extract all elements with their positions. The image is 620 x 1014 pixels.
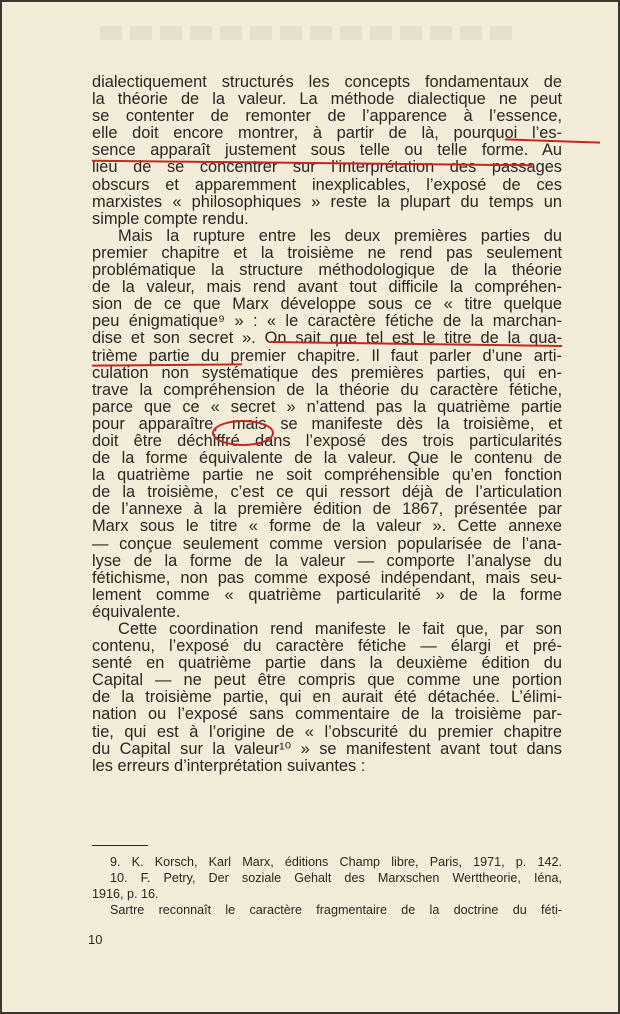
bleed-through-header bbox=[100, 26, 520, 40]
text-line: peu énigmatique⁹ » : « le caractère fétiche de la marchan- bbox=[92, 312, 562, 331]
text-line: de la valeur, mais rend avant tout difficile la compréhen- bbox=[92, 278, 562, 297]
red-circle-mark bbox=[212, 420, 274, 446]
text-line: dise et son secret ». On sait que tel est le titre de la qua- bbox=[92, 329, 562, 348]
text-line: trave la compréhension de la théorie du caractère fétiche, bbox=[92, 380, 562, 399]
text-line: Mais la rupture entre les deux premières parties du bbox=[118, 226, 562, 245]
text-line: équivalente. bbox=[92, 602, 181, 621]
footnote-9: 9. K. Korsch, Karl Marx, éditions Champ libre, Paris, 1971, p. 142. bbox=[110, 855, 562, 869]
paragraph-2 bbox=[92, 228, 562, 621]
text-line: simple compte rendu. bbox=[92, 209, 249, 228]
footnotes bbox=[92, 854, 562, 918]
text-line: contenu, l’exposé du caractère fétiche — élargi et pré- bbox=[92, 637, 562, 656]
footnote-text: Sartre reconnaît le caractère fragmentaire de la doctrine du féti- bbox=[110, 903, 562, 917]
text-line: pour apparaître, mais se manifeste dès la troisième, et bbox=[92, 414, 562, 433]
footnote-10-cont: 1916, p. 16. bbox=[92, 887, 159, 901]
text-line: obscurs et apparemment inexplicables, l’exposé de ces bbox=[92, 175, 562, 194]
text-line: Cette coordination rend manifeste le fait que, par son bbox=[118, 620, 562, 638]
text-line: du Capital sur la valeur¹⁰ » se manifestent avant tout dans bbox=[92, 739, 562, 758]
text-line: la théorie de la valeur. La méthode dialectique ne peut bbox=[92, 90, 562, 109]
text-line: problématique la structure méthodologique de la théorie bbox=[92, 261, 562, 280]
text-line: lement comme « quatrième particularité » de la forme bbox=[92, 585, 562, 604]
text-line: senté en quatrième partie dans la deuxième édition du bbox=[92, 654, 562, 673]
text-line: tie, qui est à l’origine de « l’obscurité du premier chapitre bbox=[92, 722, 562, 741]
text-line: de la troisième partie, qui en aurait été détachée. L’élimi- bbox=[92, 688, 562, 707]
text-line: trième partie du premier chapitre. Il faut parler d’une arti- bbox=[92, 346, 562, 365]
text-line: fétichisme, non pas comme exposé indépendant, mais seu- bbox=[92, 568, 562, 587]
paragraph-1 bbox=[92, 74, 562, 228]
text-line: lieu de se concentrer sur l’interprétation des passages bbox=[92, 158, 562, 177]
text-line: marxistes « philosophiques » reste la plupart du temps un bbox=[92, 192, 562, 211]
text-line: les erreurs d’interprétation suivantes : bbox=[92, 756, 366, 775]
text-line: de l’annexe à la première édition de 1867, présentée par bbox=[92, 500, 562, 519]
text-line: dialectiquement structurés les concepts fondamentaux de bbox=[92, 73, 562, 91]
text-line: de la forme équivalente de la valeur. Que le contenu de bbox=[92, 449, 562, 468]
footnote-rule bbox=[92, 845, 148, 846]
text-line: Capital — ne peut être compris que comme une portion bbox=[92, 671, 562, 690]
text-line: premier chapitre et la troisième ne rend pas seulement bbox=[92, 243, 562, 262]
footnote-10: 10. F. Petry, Der soziale Gehalt des Marxschen Werttheorie, Iéna, bbox=[110, 871, 562, 885]
text-line: Marx sous le titre « forme de la valeur ». Cette annexe bbox=[92, 517, 562, 536]
text-line: nation ou l’exposé sans commentaire de la troisième par- bbox=[92, 705, 562, 724]
body-text bbox=[92, 74, 562, 775]
text-line: se contenter de remonter de l’apparence à l’essence, bbox=[92, 107, 562, 126]
text-line: doit être déchiffré dans l’exposé des trois particularités bbox=[92, 431, 562, 450]
text-line: elle doit encore montrer, à partir de là, pourquoi l’es- bbox=[92, 124, 562, 143]
text-line: de la troisième, c’est ce qui ressort déjà de l’articulation bbox=[92, 483, 562, 502]
paragraph-3 bbox=[92, 621, 562, 775]
text-line: sence apparaît justement sous telle ou telle forme. Au bbox=[92, 141, 562, 160]
text-line: la quatrième partie ne soit compréhensible qu’en fonction bbox=[92, 466, 562, 485]
text-line: lyse de la forme de la valeur — comporte l’analyse du bbox=[92, 551, 562, 570]
text-line: sion de ce que Marx développe sous ce « titre quelque bbox=[92, 295, 562, 314]
page-number: 10 bbox=[88, 932, 103, 947]
text-line: culation non systématique des premières parties, qui en- bbox=[92, 363, 562, 382]
text-line: — conçue seulement comme version popularisée de l’ana- bbox=[92, 534, 562, 553]
text-line: parce que ce « secret » n’attend pas la quatrième partie bbox=[92, 397, 562, 416]
